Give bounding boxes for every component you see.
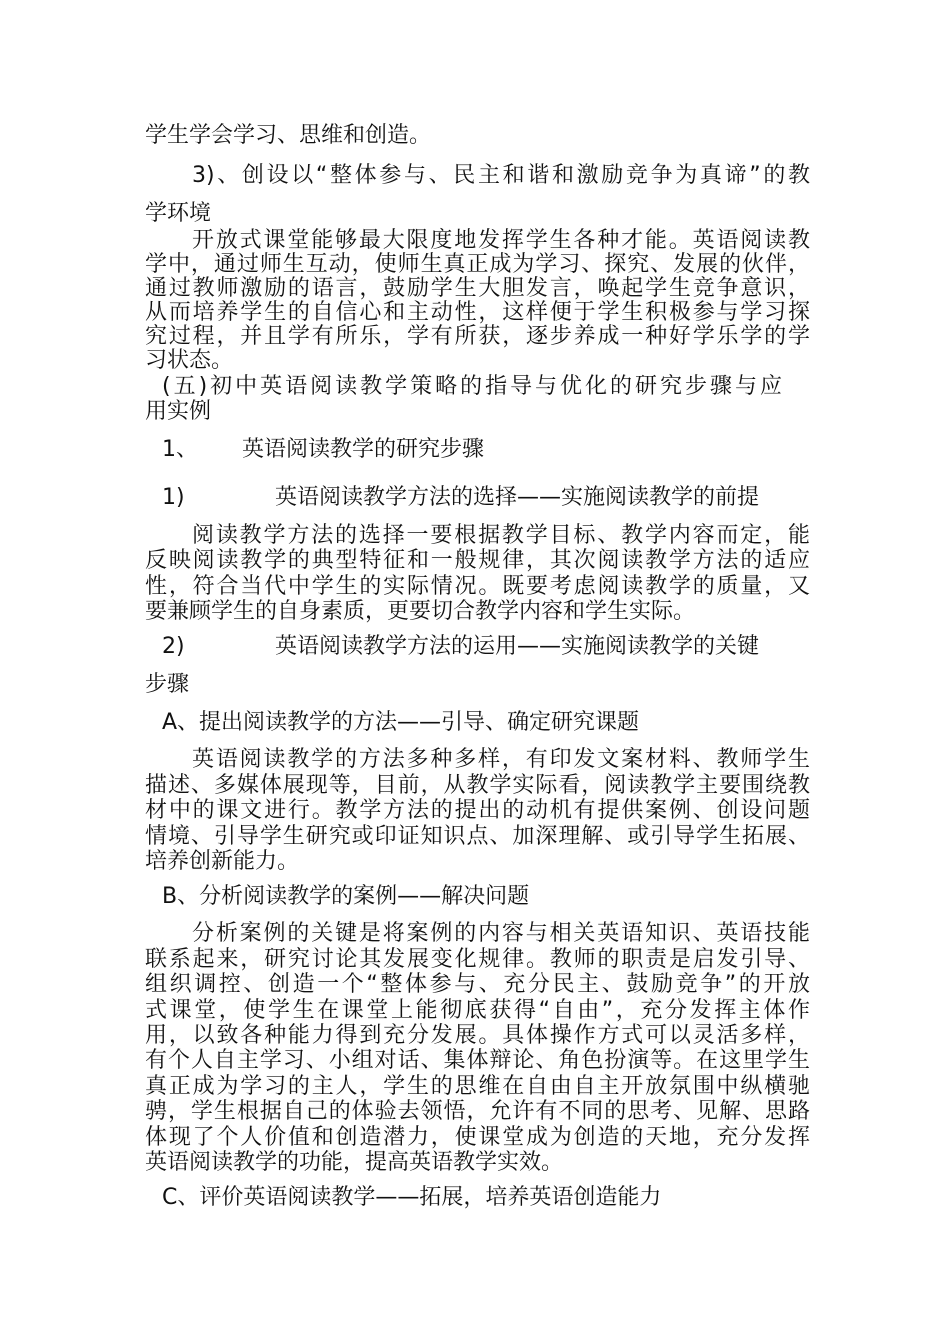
subheading-line: 3)、创设以“整体参与、民主和谐和激励竞争为真谛”的教 — [192, 163, 810, 188]
heading-text: 英语阅读教学方法的选择——实施阅读教学的前提 — [275, 485, 760, 510]
paragraph-line: 联系起来，研究讨论其发展变化规律。教师的职责是启发引导、 — [145, 947, 810, 972]
paragraph-line: 性，符合当代中学生的实际情况。既要考虑阅读教学的质量，又 — [145, 574, 810, 599]
paragraph-line: 材中的课文进行。教学方法的提出的动机有提供案例、创设问题 — [145, 798, 810, 823]
subsection-heading: C、评价英语阅读教学——拓展，培养英语创造能力 — [162, 1185, 662, 1210]
paragraph-line: 骋，学生根据自己的体验去领悟，允许有不同的思考、见解、思路 — [145, 1099, 810, 1124]
paragraph-line: 式课堂，使学生在课堂上能彻底获得“自由”，充分发挥主体作 — [145, 998, 810, 1023]
heading-text: 英语阅读教学方法的运用——实施阅读教学的关键 — [275, 634, 760, 659]
subsection-heading: A、提出阅读教学的方法——引导、确定研究课题 — [162, 710, 640, 735]
paragraph-line: 开放式课堂能够最大限度地发挥学生各种才能。英语阅读教 — [192, 228, 810, 253]
heading-number: 1) — [162, 485, 185, 510]
paragraph-line: 英语阅读教学的功能，提高英语教学实效。 — [145, 1150, 564, 1175]
paragraph-line: 要兼顾学生的自身素质，更要切合教学内容和学生实际。 — [145, 599, 696, 624]
heading-number: 1、 — [162, 437, 198, 462]
paragraph-line: 通过教师激励的语言，鼓励学生大胆发言，唤起学生竞争意识， — [145, 276, 810, 301]
paragraph-line: 培养创新能力。 — [145, 849, 300, 874]
section-heading: 用实例 — [145, 399, 212, 424]
paragraph-line: 分析案例的关键是将案例的内容与相关英语知识、英语技能 — [192, 921, 810, 946]
paragraph-line: 用，以致各种能力得到充分发展。具体操作方式可以灵活多样， — [145, 1023, 810, 1048]
paragraph-line: 阅读教学方法的选择一要根据教学目标、教学内容而定，能 — [192, 523, 810, 548]
paragraph-line: 习状态。 — [145, 348, 234, 373]
paragraph-line: 组织调控、创造一个“整体参与、充分民主、鼓励竞争”的开放 — [145, 972, 810, 997]
heading-continuation: 步骤 — [145, 672, 190, 697]
paragraph-line: 从而培养学生的自信心和主动性，这样便于学生积极参与学习探 — [145, 300, 810, 325]
paragraph-line: 究过程，并且学有所乐，学有所获，逐步养成一种好学乐学的学 — [145, 324, 810, 349]
paragraph-line: 体现了个人价值和创造潜力，使课堂成为创造的天地，充分发挥 — [145, 1125, 810, 1150]
paragraph-line: 有个人自主学习、小组对话、集体辩论、角色扮演等。在这里学生 — [145, 1048, 810, 1073]
paragraph-line: 英语阅读教学的方法多种多样，有印发文案材料、教师学生 — [192, 747, 810, 772]
paragraph-line: 真正成为学习的主人，学生的思维在自由自主开放氛围中纵横驰 — [145, 1074, 810, 1099]
paragraph-line: 反映阅读教学的典型特征和一般规律，其次阅读教学方法的适应 — [145, 548, 810, 573]
subsection-heading: B、分析阅读教学的案例——解决问题 — [162, 884, 530, 909]
heading-number: 2) — [162, 634, 185, 659]
paragraph-line: 情境、引导学生研究或印证知识点、加深理解、或引导学生拓展、 — [145, 824, 810, 849]
text-line: 学生学会学习、思维和创造。 — [145, 123, 432, 148]
paragraph-line: 学中，通过师生互动，使师生真正成为学习、探究、发展的伙伴， — [145, 252, 810, 277]
paragraph-line: 描述、多媒体展现等，目前，从教学实际看，阅读教学主要围绕教 — [145, 773, 810, 798]
heading-text: 英语阅读教学的研究步骤 — [242, 437, 485, 462]
subheading-line: 学环境 — [145, 201, 212, 226]
section-heading: (五)初中英语阅读教学策略的指导与优化的研究步骤与应 — [162, 374, 782, 399]
